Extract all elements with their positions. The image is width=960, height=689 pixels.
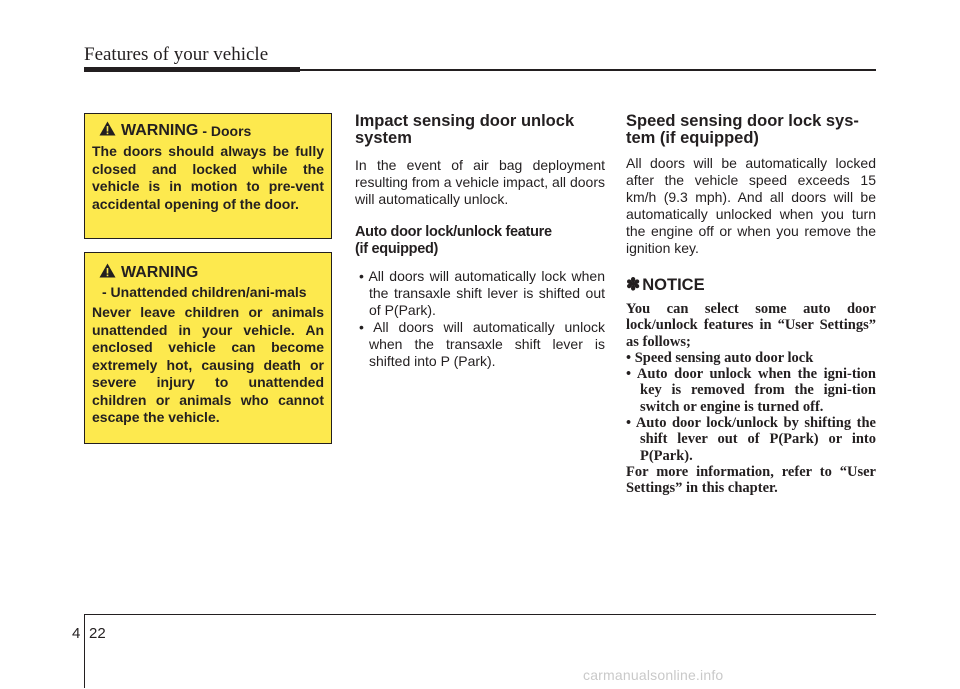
impact-body: In the event of air bag deployment resulting from a vehicle impact, all doors will automatically unlock. xyxy=(355,157,605,207)
notice-list xyxy=(626,350,876,464)
list-item: • Speed sensing auto door lock xyxy=(626,349,814,366)
warning-header xyxy=(92,121,324,141)
chapter-number: 4 xyxy=(72,625,81,642)
list-item: • Auto door lock/unlock by shifting the shift lever out of P(Park) or into P(Park). xyxy=(626,415,876,464)
middle-column xyxy=(355,113,605,370)
auto-list xyxy=(355,268,605,370)
header-rule-thin xyxy=(300,69,876,71)
list-item: • All doors will automatically lock when the transaxle shift lever is shifted out of P(Park). xyxy=(359,268,605,318)
speed-heading: Speed sensing door lock sys-tem (if equipped) xyxy=(626,112,859,147)
footer-rule xyxy=(84,614,876,615)
right-column xyxy=(626,113,876,497)
notice-heading xyxy=(626,275,876,295)
warning-box-children xyxy=(84,252,332,444)
warning-box-doors xyxy=(84,113,332,239)
page-header-title: Features of your vehicle xyxy=(84,44,269,65)
list-item: • All doors will automatically unlock when the transaxle shift lever is shifted into P (Park). xyxy=(359,319,605,369)
warning-subtitle: - Unattended children/ani-mals xyxy=(102,284,307,300)
list-item: • Auto door unlock when the igni-tion key is removed from the igni-tion switch or engine is turned off. xyxy=(626,366,877,415)
impact-heading: Impact sensing door unlock system xyxy=(355,112,575,147)
auto-heading xyxy=(355,224,605,258)
warning-body: The doors should always be fully closed and locked while the vehicle is in motion to pre-vent accidental opening of the door. xyxy=(92,143,324,212)
notice-outro: For more information, refer to “User Settings” in this chapter. xyxy=(626,463,876,497)
warning-triangle-icon xyxy=(99,263,116,283)
notice-star-icon: ✽ xyxy=(626,275,641,294)
warning-title: WARNING xyxy=(121,122,199,139)
auto-heading-line2: (if equipped) xyxy=(355,241,439,257)
notice-intro: You can select some auto door lock/unlock features in “User Settings” as follows; xyxy=(626,301,876,350)
watermark: carmanualsonline.info xyxy=(583,667,724,683)
notice-title: NOTICE xyxy=(642,275,705,294)
warning-header xyxy=(92,263,324,283)
warning-title: WARNING xyxy=(121,264,199,281)
page-number: 22 xyxy=(89,625,106,642)
footer-divider xyxy=(84,614,85,688)
warning-subtitle: - Doors xyxy=(202,123,252,139)
auto-heading-line1: Auto door lock/unlock feature xyxy=(355,224,552,240)
header-rule-thick xyxy=(84,67,300,72)
warning-triangle-icon xyxy=(99,121,116,141)
warning-body: Never leave children or animals unattended in your vehicle. An enclosed vehicle can become extremely hot, causing death or severe injury to unattended children or animals who cannot escape the vehicle. xyxy=(92,304,324,425)
speed-body: All doors will be automatically locked after the vehicle speed exceeds 15 km/h (9.3 mph). And all doors will be automatically unlocked when you turn the engine off or when you remove the ignition key. xyxy=(626,155,876,256)
